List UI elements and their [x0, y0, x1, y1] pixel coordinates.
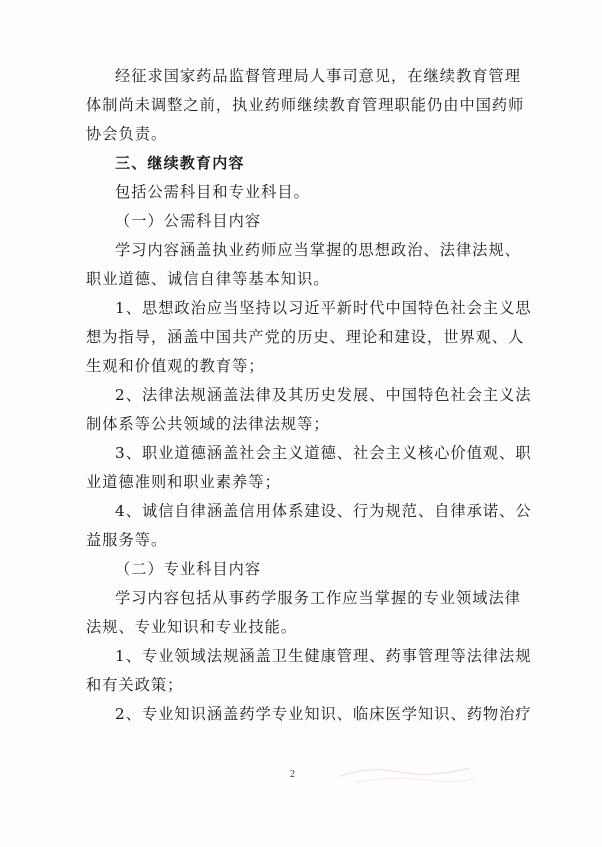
- page-number: 2: [290, 769, 295, 780]
- professional-desc-line-1: 学习内容包括从事药学服务工作应当掌握的专业领域法律: [115, 589, 521, 607]
- intro-line-3: 协会负责。: [86, 125, 168, 143]
- public-item-4-line-2: 益服务等。: [86, 531, 168, 549]
- public-item-1-line-1: 1、思想政治应当坚持以习近平新时代中国特色社会主义思: [115, 299, 532, 317]
- professional-desc-line-2: 法规、专业知识和专业技能。: [86, 618, 298, 636]
- public-subjects-heading: （一）公需科目内容: [115, 212, 262, 230]
- section-3-summary: 包括公需科目和专业科目。: [115, 183, 310, 201]
- professional-subjects-heading: （二）专业科目内容: [115, 560, 262, 578]
- public-desc-line-2: 职业道德、诚信自律等基本知识。: [86, 270, 330, 288]
- public-desc-line-1: 学习内容涵盖执业药师应当掌握的思想政治、法律法规、: [115, 241, 521, 259]
- professional-item-2-line-1: 2、专业知识涵盖药学专业知识、临床医学知识、药物治疗: [115, 705, 532, 723]
- public-item-3-line-1: 3、职业道德涵盖社会主义道德、社会主义核心价值观、职: [115, 444, 532, 462]
- public-item-4-line-1: 4、诚信自律涵盖信用体系建设、行为规范、自律承诺、公: [115, 502, 532, 520]
- faint-stamp-mark: [330, 748, 480, 788]
- public-item-2-line-2: 制体系等公共领域的法律法规等；: [86, 415, 330, 433]
- public-item-2-line-1: 2、法律法规涵盖法律及其历史发展、中国特色社会主义法: [115, 386, 532, 404]
- public-item-3-line-2: 业道德准则和职业素养等；: [86, 473, 281, 491]
- professional-item-1-line-2: 和有关政策；: [86, 676, 184, 694]
- intro-line-1: 经征求国家药品监督管理局人事司意见，在继续教育管理: [115, 67, 521, 85]
- intro-line-2: 体制尚未调整之前，执业药师继续教育管理职能仍由中国药师: [86, 96, 525, 114]
- section-3-heading: 三、继续教育内容: [115, 154, 245, 172]
- public-item-1-line-2: 想为指导，涵盖中国共产党的历史、理论和建设，世界观、人: [86, 328, 525, 346]
- professional-item-1-line-1: 1、专业领域法规涵盖卫生健康管理、药事管理等法律法规: [115, 647, 532, 665]
- public-item-1-line-3: 生观和价值观的教育等；: [86, 357, 265, 375]
